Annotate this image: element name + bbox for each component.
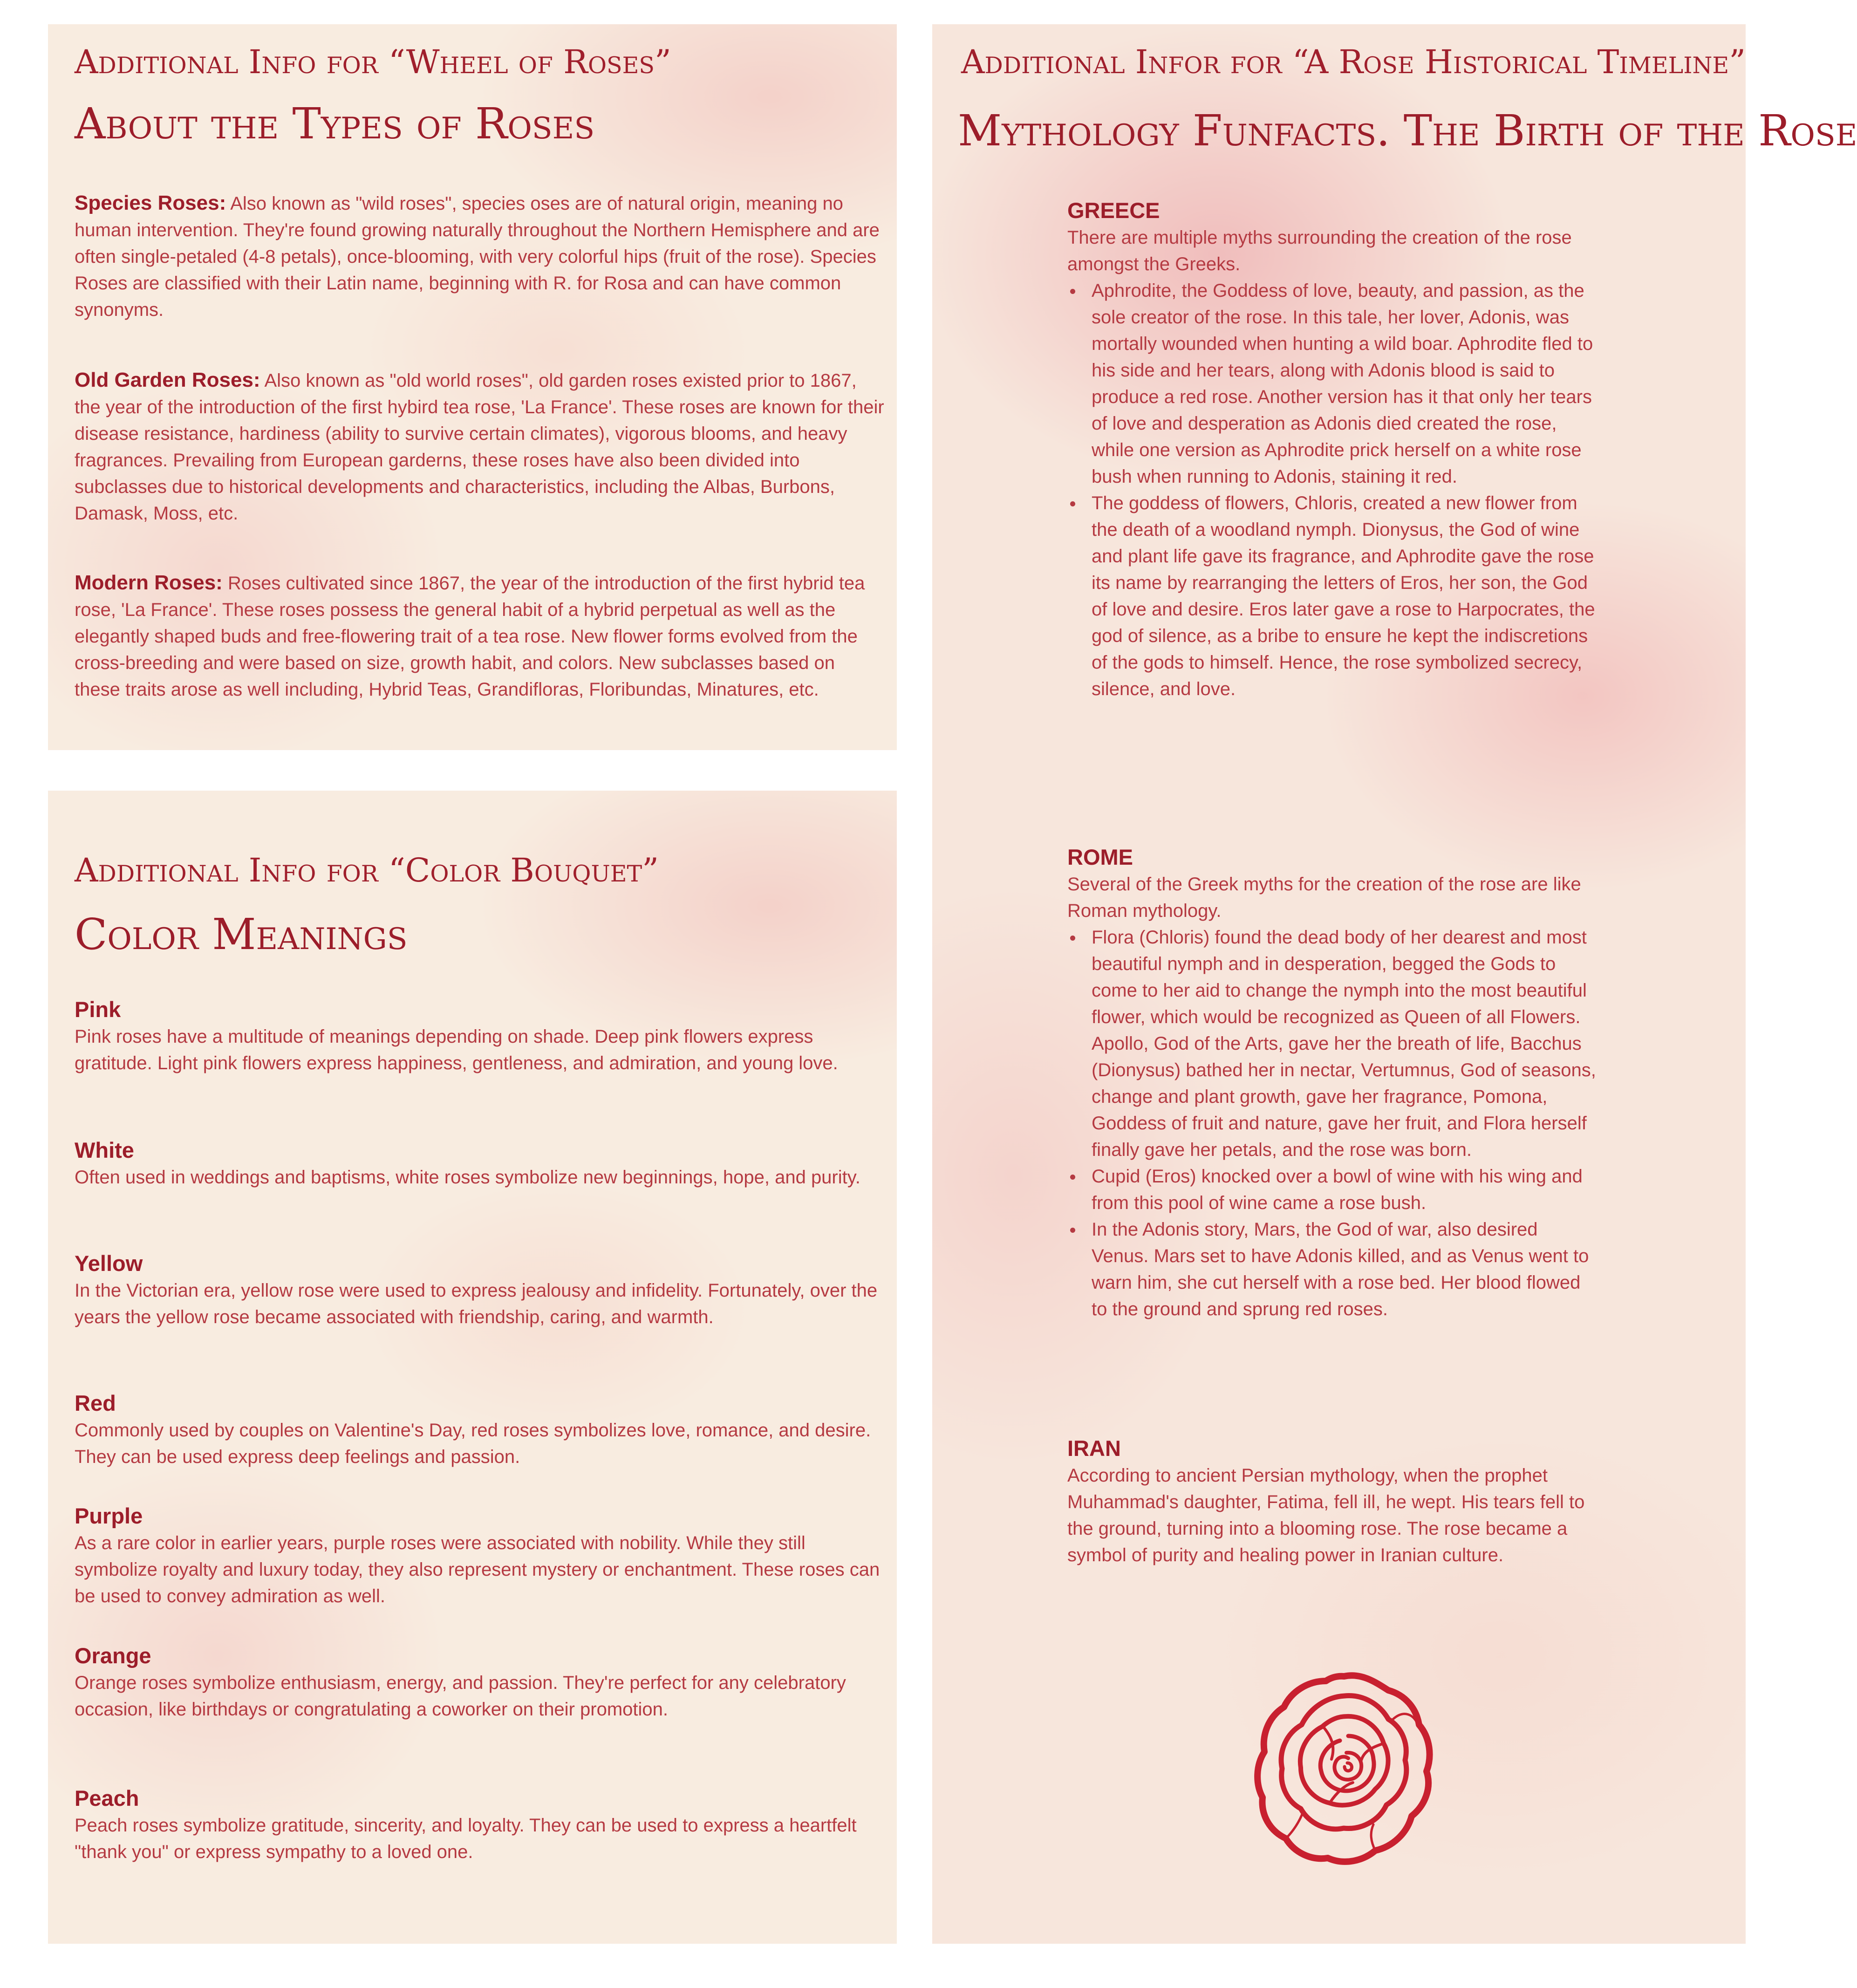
list-item: Cupid (Eros) knocked over a bowl of wine with his wing and from this pool of wine came a rose bush. <box>1067 1163 1598 1216</box>
wheel-of-roses-panel <box>48 24 897 750</box>
old-garden-roses-paragraph <box>75 367 885 527</box>
color-name: Yellow <box>75 1251 143 1276</box>
color-pink <box>75 996 885 1077</box>
rome-myth-list <box>1067 924 1598 1323</box>
iran-title: IRAN <box>1067 1436 1121 1461</box>
iran-section <box>1067 1435 1598 1569</box>
list-item: In the Adonis story, Mars, the God of war, also desired Venus. Mars set to have Adonis killed, and as Venus went to warn him, she cut herself with a rose bed. Her blood flowed to the ground and sprung red roses. <box>1067 1216 1598 1323</box>
list-item: Aphrodite, the Goddess of love, beauty, and passion, as the sole creator of the rose. In this tale, her lover, Adonis, was mortally wounded when hunting a wild boar. Aphrodite fled to his side and her tears, along with Adonis blood is said to produce a red rose. Another version has it that only her tears of love and desperation as Adonis died created the rose, while one version as Aphrodite prick herself on a white rose bush when running to Adonis, staining it red. <box>1067 278 1598 490</box>
old-garden-roses-text: Also known as "old world roses", old garden roses existed prior to 1867, the year of the introduction of the first hybird tea rose, 'La France'. These roses are known for their disease resistance, hardiness (ability to survive certain climates), vigorous blooms, and heavy fragrances. Prevailing from European garderns, these roses have also been divided into subclasses due to historical developments and characteristics, including the Albas, Burbons, Damask, Moss, etc. <box>75 370 884 524</box>
list-item: Flora (Chloris) found the dead body of her dearest and most beautiful nymph and in desperation, begged the Gods to come to her aid to change the nymph into the most beautiful flower, which would be recognized as Queen of all Flowers. Apollo, God of the Arts, gave her the breath of life, Bacchus (Dionysus) bathed her in nectar, Vertumnus, God of seasons, change and plant growth, gave her fragrance, Pomona, Goddess of fruit and nature, gave her fruit, and Flora herself finally gave her petals, and the rose was born. <box>1067 924 1598 1163</box>
color-description: In the Victorian era, yellow rose were used to express jealousy and infidelity. Fortunately, over the years the yellow rose became associated with friendship, caring, and warmth. <box>75 1280 878 1327</box>
color-title: Color Meanings <box>75 909 408 959</box>
species-roses-paragraph <box>75 190 885 323</box>
species-roses-text: Also known as "wild roses", species oses are of natural origin, meaning no human intervention. They're found growing naturally throughout the Northern Hemisphere and are often single-petaled (4-8 petals), once-blooming, with very colorful hips (fruit of the rose). Species Roses are classified with their Latin name, beginning with R. for Rosa and can have common synonyms. <box>75 193 880 320</box>
color-name: Red <box>75 1391 116 1415</box>
species-roses-term: Species Roses: <box>75 191 226 214</box>
color-description: As a rare color in earlier years, purple roses were associated with nobility. While they still symbolize royalty and luxury today, they also represent mystery or enchantment. These roses can be used to convey admiration as well. <box>75 1533 880 1606</box>
modern-roses-paragraph <box>75 569 885 703</box>
iran-intro: According to ancient Persian mythology, when the prophet Muhammad's daughter, Fatima, fell ill, he wept. His tears fell to the ground, turning into a blooming rose. The rose became a symbol of purity and healing power in Iranian culture. <box>1067 1465 1585 1565</box>
greece-intro: There are multiple myths surrounding the creation of the rose amongst the Greeks. <box>1067 227 1572 274</box>
greece-title: GREECE <box>1067 198 1160 223</box>
rome-title: ROME <box>1067 845 1133 869</box>
color-bouquet-panel <box>48 791 897 1944</box>
rome-intro: Several of the Greek myths for the creation of the rose are like Roman mythology. <box>1067 874 1581 921</box>
color-description: Orange roses symbolize enthusiasm, energy, and passion. They're perfect for any celebratory occasion, like birthdays or congratulating a coworker on their promotion. <box>75 1673 846 1720</box>
color-description: Often used in weddings and baptisms, white roses symbolize new beginnings, hope, and purity. <box>75 1167 860 1188</box>
greece-myth-list <box>1067 278 1598 703</box>
color-name: Peach <box>75 1786 139 1810</box>
color-description: Pink roses have a multitude of meanings depending on shade. Deep pink flowers express gratitude. Light pink flowers express happiness, gentleness, and admiration, and young love. <box>75 1026 838 1073</box>
color-name: Orange <box>75 1643 151 1668</box>
color-kicker: Additional Info for “Color Bouquet” <box>75 851 659 889</box>
timeline-kicker: Additional Infor for “A Rose Historical Timeline” <box>961 43 1746 81</box>
rose-icon <box>1253 1668 1435 1868</box>
color-name: Purple <box>75 1503 143 1528</box>
modern-roses-term: Modern Roses: <box>75 571 223 594</box>
modern-roses-text: Roses cultivated since 1867, the year of the introduction of the first hybrid tea rose, 'La France'. These roses possess the general habit of a hybrid perpetual as well as the elegantly shaped buds and free-flowering trait of a tea rose. New flower forms evolved from the cross-breeding and were based on size, growth habit, and colors. New subclasses based on these traits arose as well including, Hybrid Teas, Grandifloras, Floribundas, Minatures, etc. <box>75 573 865 700</box>
color-name: Pink <box>75 997 121 1022</box>
greece-section <box>1067 197 1598 703</box>
color-orange <box>75 1642 885 1723</box>
old-garden-roses-term: Old Garden Roses: <box>75 369 260 391</box>
color-peach <box>75 1784 885 1865</box>
color-white <box>75 1136 885 1191</box>
wheel-kicker: Additional Info for “Wheel of Roses” <box>75 43 671 81</box>
color-name: White <box>75 1138 134 1162</box>
rome-section <box>1067 843 1598 1323</box>
color-description: Commonly used by couples on Valentine's Day, red roses symbolizes love, romance, and desire. They can be used express deep feelings and passion. <box>75 1420 871 1467</box>
rose-timeline-panel <box>932 24 1857 1944</box>
color-purple <box>75 1502 885 1610</box>
color-yellow <box>75 1250 885 1331</box>
timeline-title: Mythology Funfacts. The Birth of the Rose <box>958 106 1857 156</box>
color-description: Peach roses symbolize gratitude, sincerity, and loyalty. They can be used to express a heartfelt "thank you" or express sympathy to a loved one. <box>75 1815 857 1862</box>
color-red <box>75 1389 885 1470</box>
wheel-title: About the Types of Roses <box>75 99 595 149</box>
list-item: The goddess of flowers, Chloris, created a new flower from the death of a woodland nymph. Dionysus, the God of wine and plant life gave its fragrance, and Aphrodite gave the rose its name by rearranging the letters of Eros, her son, the God of love and desire. Eros later gave a rose to Harpocrates, the god of silence, as a bribe to ensure he kept the indiscretions of the gods to himself. Hence, the rose symbolized secrecy, silence, and love. <box>1067 490 1598 703</box>
